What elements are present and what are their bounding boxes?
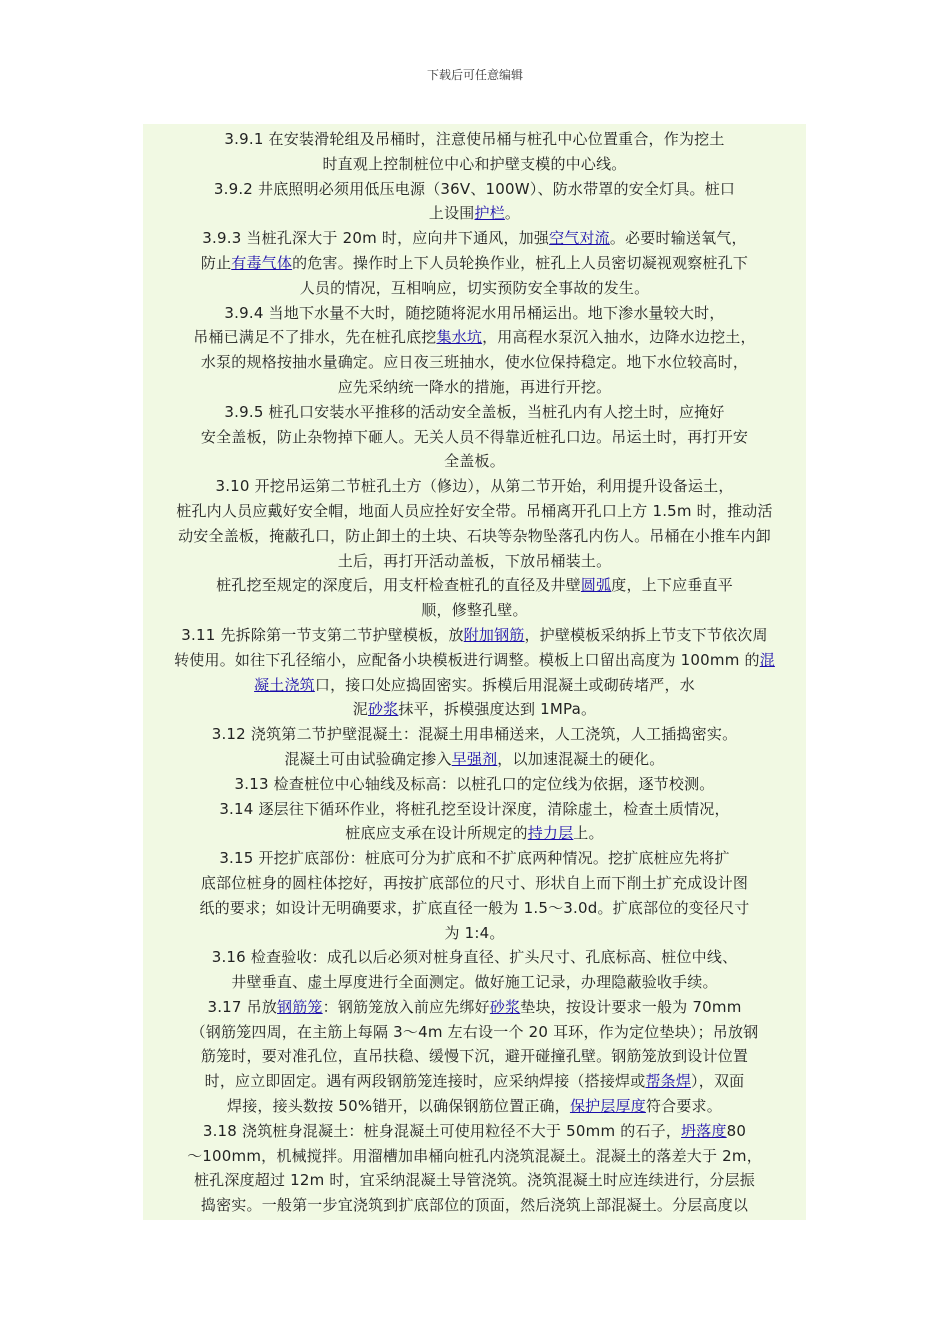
text-segment: ，以加速混凝土的硬化。: [497, 749, 665, 768]
text-segment: 。必要时输送氧气，: [609, 229, 747, 248]
text-line: [143, 127, 806, 152]
text-segment: 3.9.5 桩孔口安装水平推移的活动安全盖板，当桩孔内有人挖土时，应掩好: [224, 402, 725, 421]
text-line: [143, 1193, 806, 1218]
paragraph: [143, 945, 806, 995]
text-segment: 泥: [352, 700, 368, 719]
text-line: [143, 499, 806, 524]
text-line: [143, 251, 806, 276]
inline-link[interactable]: 保护层厚度: [569, 1097, 646, 1116]
text-segment: 3.9.3 当桩孔深大于 20m 时，应向井下通风，加强: [202, 229, 550, 248]
inline-link[interactable]: 帮条焊: [645, 1072, 692, 1091]
text-segment: 3.9.4 当地下水量不大时，随挖随将泥水用吊桶运出。地下渗水量较大时，: [224, 303, 725, 322]
text-line: [143, 747, 806, 772]
text-segment: 3.16 检查验收：成孔以后必须对桩身直径、扩头尺寸、孔底标高、桩位中线、: [211, 948, 738, 967]
text-segment: 时，应立即固定。遇有两段钢筋笼连接时，应采纳焊接（搭接焊或: [204, 1072, 646, 1091]
text-segment: 3.15 开挖扩底部份：桩底可分为扩底和不扩底两种情况。挖扩底桩应先将扩: [219, 849, 730, 868]
text-segment: 为 1:4。: [444, 923, 505, 942]
paragraph: [143, 1119, 806, 1218]
paragraph: [143, 846, 806, 945]
inline-link[interactable]: 混: [759, 650, 775, 669]
text-line: [143, 995, 806, 1020]
page-header: 下载后可任意编辑: [426, 68, 523, 82]
text-segment: 口，接口处应捣固密实。拆模后用混凝土或砌砖堵严，水: [314, 675, 695, 694]
text-segment: ：钢筋笼放入前应先绑好: [322, 997, 490, 1016]
text-line: [143, 797, 806, 822]
text-line: [143, 350, 806, 375]
text-segment: 防止: [200, 253, 232, 272]
text-line: [143, 1119, 806, 1144]
text-segment: 80: [726, 1121, 747, 1140]
text-line: [143, 375, 806, 400]
paragraph: [143, 474, 806, 573]
text-segment: 3.14 逐层往下循环作业，将桩孔挖至设计深度，清除虚土，检查土质情况，: [219, 799, 730, 818]
text-line: [143, 1020, 806, 1045]
paragraph: [143, 995, 806, 1119]
paragraph: [143, 226, 806, 300]
text-segment: 度，上下应垂直平: [611, 576, 733, 595]
text-segment: 吊桶已满足不了排水，先在桩孔底挖: [193, 328, 437, 347]
inline-link[interactable]: 持力层: [527, 824, 574, 843]
paragraph: [143, 301, 806, 400]
text-segment: ，护壁模板采纳拆上节支下节依次周: [524, 625, 768, 644]
text-line: [143, 772, 806, 797]
text-segment: 上。: [573, 824, 604, 843]
text-segment: 筋笼时，要对准孔位，直吊扶稳、缓慢下沉，避开碰撞孔壁。钢筋笼放到设计位置: [200, 1047, 749, 1066]
text-line: [143, 697, 806, 722]
paragraph: [143, 400, 806, 474]
paragraph: [143, 573, 806, 623]
text-line: [143, 524, 806, 549]
text-line: [143, 400, 806, 425]
text-segment: 抹平，拆模强度达到 1MPa。: [398, 700, 597, 719]
text-segment: 全盖板。: [444, 452, 505, 471]
text-segment: ），双面: [691, 1072, 745, 1091]
text-segment: 3.10 开挖吊运第二节桩孔土方（修边），从第二节开始，利用提升设备运土，: [215, 477, 734, 496]
text-line: [143, 945, 806, 970]
text-line: [143, 1144, 806, 1169]
text-segment: （钢筋笼四周，在主筋上每隔 3～4m 左右设一个 20 耳环，作为定位垫块）；吊放钢: [190, 1022, 759, 1041]
text-line: [143, 425, 806, 450]
inline-link[interactable]: 坍落度: [681, 1121, 727, 1140]
text-line: [143, 573, 806, 598]
text-segment: 。: [504, 204, 521, 223]
paragraph: [143, 772, 806, 797]
text-line: [143, 846, 806, 871]
inline-link[interactable]: 砂浆: [367, 700, 399, 719]
text-line: [143, 896, 806, 921]
text-segment: 动安全盖板，掩蔽孔口，防止卸土的土块、石块等杂物坠落孔内伤人。吊桶在小推车内卸: [178, 526, 771, 545]
inline-link[interactable]: 空气对流: [549, 229, 610, 248]
text-segment: 的危害。操作时上下人员轮换作业，桩孔上人员密切凝视观察桩孔下: [292, 253, 749, 272]
text-segment: 3.9.1 在安装滑轮组及吊桶时，注意使吊桶与桩孔中心位置重合，作为挖土: [224, 130, 725, 148]
inline-link[interactable]: 附加钢筋: [463, 625, 525, 644]
text-segment: 3.13 检查桩位中心轴线及标高：以桩孔口的定位线为依据，逐节校测。: [234, 774, 715, 793]
inline-link[interactable]: 钢筋笼: [277, 997, 323, 1016]
text-segment: 人员的情况，互相响应，切实预防安全事故的发生。: [299, 278, 650, 297]
inline-link[interactable]: 护栏: [474, 204, 505, 223]
text-segment: 井壁垂直、虚土厚度进行全面测定。做好施工记录，办理隐蔽验收手续。: [231, 973, 718, 992]
text-line: [143, 301, 806, 326]
text-segment: ，用高程水泵沉入抽水，边降水边挖土，: [482, 328, 756, 347]
text-line: [143, 201, 806, 226]
text-line: [143, 177, 806, 202]
text-segment: 应先采纳统一降水的措施，再进行开挖。: [337, 377, 612, 396]
text-line: [143, 226, 806, 251]
inline-link[interactable]: 圆弧: [580, 576, 612, 595]
text-line: [143, 474, 806, 499]
text-segment: 桩孔挖至规定的深度后，用支杆检查桩孔的直径及井壁: [216, 576, 581, 595]
text-line: [143, 1069, 806, 1094]
text-line: [143, 871, 806, 896]
text-segment: 垫块，按设计要求一般为 70mm: [520, 997, 742, 1016]
content-area: [143, 124, 806, 1220]
paragraph: [143, 722, 806, 772]
text-segment: 顺，修整孔壁。: [421, 601, 528, 620]
text-line: [143, 276, 806, 301]
text-segment: 时直观上控制桩位中心和护壁支模的中心线。: [322, 154, 627, 173]
paragraph: [143, 623, 806, 722]
text-line: [143, 598, 806, 623]
inline-link[interactable]: 有毒气体: [231, 253, 293, 272]
text-line: [143, 152, 806, 177]
text-segment: 混凝土可由试验确定掺入: [284, 749, 452, 768]
text-segment: 上设围: [428, 204, 475, 223]
text-segment: ～100mm，机械搅拌。用溜槽加串桶向桩孔内浇筑混凝土。混凝土的落差大于 2m，: [187, 1146, 762, 1165]
text-line: [143, 722, 806, 747]
text-segment: 3.9.2 井底照明必须用低压电源（36V、100W）、防水带罩的安全灯具。桩口: [213, 179, 736, 198]
inline-link[interactable]: 凝土浇筑: [254, 675, 315, 694]
text-line: [143, 623, 806, 648]
text-segment: 转使用。如往下孔径缩小，应配备小块模板进行调整。模板上口留出高度为 100mm 的: [174, 650, 760, 669]
text-segment: 土后，再打开活动盖板，下放吊桶装土。: [337, 551, 612, 570]
text-segment: 捣密实。一般第一步宜浇筑到扩底部位的顶面，然后浇筑上部混凝土。分层高度以: [200, 1196, 749, 1215]
text-segment: 符合要求。: [645, 1097, 722, 1116]
text-segment: 3.17 吊放: [207, 997, 278, 1016]
inline-link[interactable]: 集水坑: [436, 328, 483, 347]
paragraph: [143, 127, 806, 177]
text-line: [143, 549, 806, 574]
inline-link[interactable]: 砂浆: [489, 997, 521, 1016]
text-segment: 桩孔内人员应戴好安全帽，地面人员应拴好安全带。吊桶离开孔口上方 1.5m 时，推动活: [176, 501, 773, 520]
text-line: [143, 821, 806, 846]
text-segment: 焊接，接头数按 50%错开，以确保钢筋位置正确，: [227, 1097, 570, 1116]
text-segment: 3.18 浇筑桩身混凝土：桩身混凝土可使用粒径不大于 50mm 的石子，: [202, 1121, 682, 1140]
text-line: [143, 449, 806, 474]
paragraph: [143, 177, 806, 227]
text-line: [143, 1168, 806, 1193]
text-segment: 纸的要求；如设计无明确要求，扩底直径一般为 1.5～3.0d。扩底部位的变径尺寸: [199, 898, 750, 917]
text-segment: 3.11 先拆除第一节支第二节护壁模板，放: [181, 625, 464, 644]
paragraph: [143, 797, 806, 847]
text-line: [143, 1094, 806, 1119]
text-segment: 水泵的规格按抽水量确定。应日夜三班抽水，使水位保持稳定。地下水位较高时，: [200, 353, 749, 372]
text-segment: 3.12 浇筑第二节护壁混凝土：混凝土用串桶送来，人工浇筑，人工插捣密实。: [211, 725, 738, 744]
text-segment: 安全盖板，防止杂物掉下砸人。无关人员不得靠近桩孔口边。吊运土时，再打开安: [200, 427, 749, 446]
text-segment: 桩底应支承在设计所规定的: [345, 824, 528, 843]
text-segment: 桩孔深度超过 12m 时，宜采纳混凝土导管浇筑。浇筑混凝土时应连续进行，分层振: [193, 1171, 756, 1190]
text-line: [143, 648, 806, 673]
text-line: [143, 921, 806, 946]
inline-link[interactable]: 早强剂: [451, 749, 498, 768]
text-segment: 底部位桩身的圆柱体挖好，再按扩底部位的尺寸、形状自上而下削土扩充成设计图: [200, 873, 749, 892]
text-line: [143, 1044, 806, 1069]
text-line: [143, 325, 806, 350]
text-line: [143, 673, 806, 698]
text-line: [143, 970, 806, 995]
